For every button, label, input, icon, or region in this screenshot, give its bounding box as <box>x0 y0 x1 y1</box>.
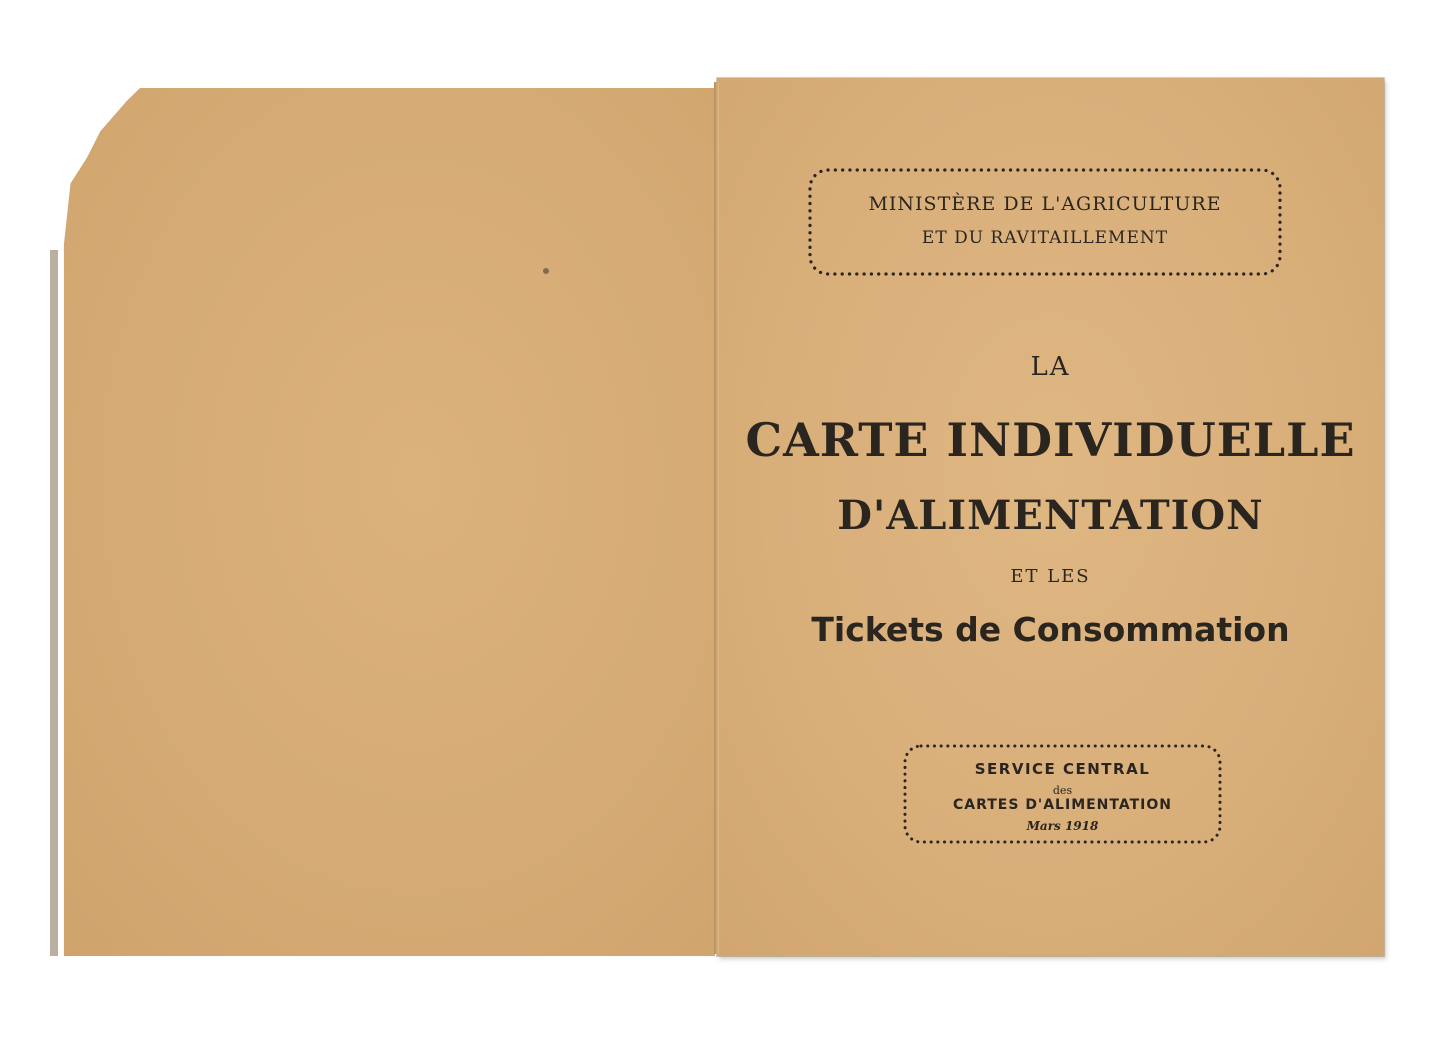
service-line-1: SERVICE CENTRAL <box>974 760 1151 778</box>
ministry-dotted-border <box>804 164 1286 280</box>
publication-date: Mars 1918 <box>1026 819 1099 833</box>
ministry-name-line-1: MINISTÈRE DE L'AGRICULTURE <box>868 193 1222 215</box>
ministry-dotted-frame <box>804 164 1286 280</box>
ministry-name-line-2: ET DU RAVITAILLEMENT <box>921 228 1169 248</box>
title-article: LA <box>1030 352 1071 382</box>
left-page-blank <box>54 88 715 956</box>
title-main-line-1: CARTE INDIVIDUELLE <box>745 413 1356 467</box>
paper-spot <box>543 268 549 274</box>
service-line-2: des <box>1052 784 1073 797</box>
title-conjunction: ET LES <box>1010 566 1091 587</box>
left-page-edge-shadow <box>50 250 58 956</box>
title-main-line-2: D'ALIMENTATION <box>837 492 1264 539</box>
service-line-3: CARTES D'ALIMENTATION <box>952 797 1172 813</box>
title-tickets-line: Tickets de Consommation <box>811 610 1290 649</box>
